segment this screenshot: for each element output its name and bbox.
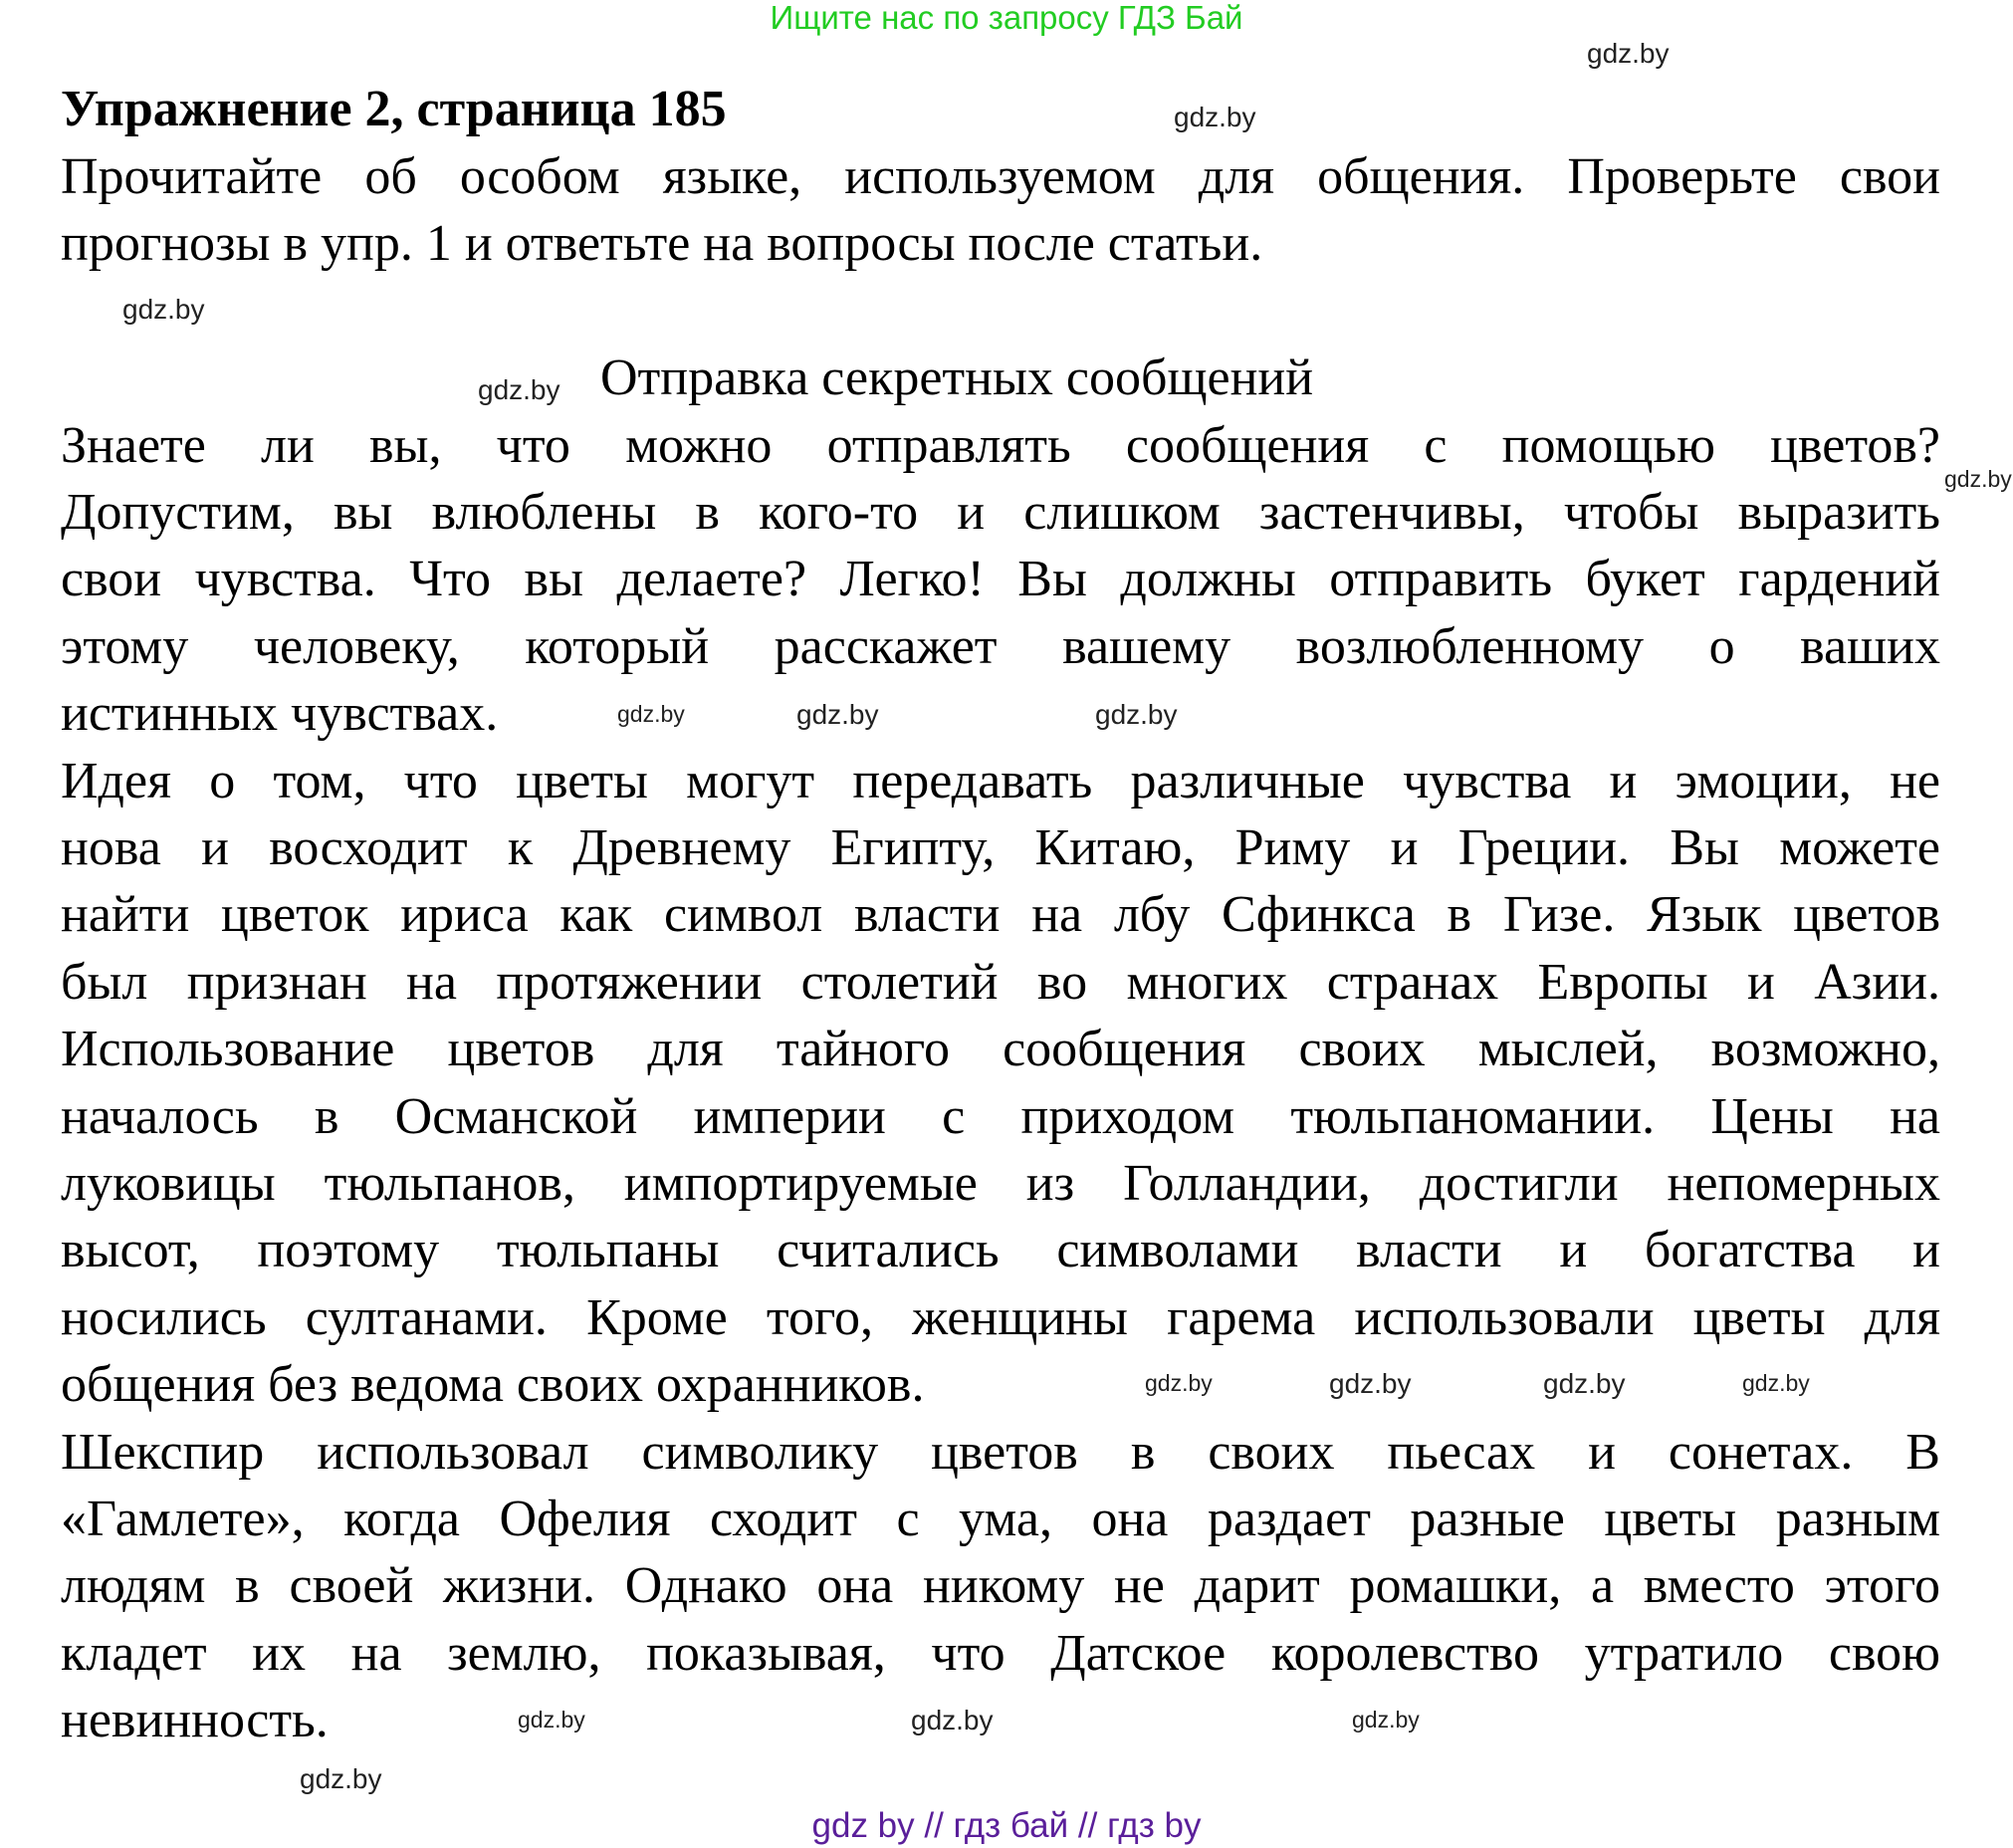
article-title: Отправка секретных сообщений xyxy=(600,349,1314,406)
watermark: gdz.by xyxy=(796,699,879,730)
watermark: gdz.by xyxy=(1742,1370,1810,1396)
paragraph-1-line: этому человеку, который расскажет вашему возлюбленному о ваших xyxy=(61,617,1940,675)
watermark: gdz.by xyxy=(1944,466,2012,492)
paragraph-3-line: Шекспир использовал символику цветов в своих пьесах и сонетах. В xyxy=(61,1423,1940,1481)
paragraph-3-line: «Гамлете», когда Офелия сходит с ума, она раздает разные цветы разным xyxy=(61,1490,1940,1547)
paragraph-1-line: Допустим, вы влюблены в кого-то и слишком застенчивы, чтобы выразить xyxy=(61,483,1940,541)
paragraph-1-line: Знаете ли вы, что можно отправлять сообщения с помощью цветов? xyxy=(61,416,1940,474)
watermark: gdz.by xyxy=(1174,102,1256,132)
paragraph-1-line: свои чувства. Что вы делаете? Легко! Вы должны отправить букет гардений xyxy=(61,551,1940,608)
search-banner: Ищите нас по запросу ГДЗ Бай xyxy=(770,0,1243,36)
footer-links: gdz by // гдз бай // гдз by xyxy=(811,1806,1202,1845)
watermark: gdz.by xyxy=(1543,1368,1626,1399)
watermark: gdz.by xyxy=(300,1763,382,1794)
paragraph-2-line: Использование цветов для тайного сообщения своих мыслей, возможно, xyxy=(61,1021,1940,1078)
paragraph-2-line: носились султанами. Кроме того, женщины гарема использовали цветы для xyxy=(61,1288,1940,1346)
paragraph-2-line: общения без ведома своих охранников. xyxy=(61,1356,925,1414)
paragraph-2-line: Идея о том, что цветы могут передавать различные чувства и эмоции, не xyxy=(61,752,1940,809)
paragraph-2-line: началось в Османской империи с приходом тюльпаномании. Цены на xyxy=(61,1087,1940,1145)
watermark: gdz.by xyxy=(1145,1370,1213,1396)
instruction-line: Прочитайте об особом языке, используемом для общения. Проверьте свои xyxy=(61,148,1940,205)
watermark: gdz.by xyxy=(617,701,685,727)
paragraph-3-line: кладет их на землю, показывая, что Датское королевство утратило свою xyxy=(61,1624,1940,1682)
watermark: gdz.by xyxy=(122,294,205,325)
paragraph-1-line: истинных чувствах. xyxy=(61,685,499,743)
exercise-title: Упражнение 2, страница 185 xyxy=(61,81,727,137)
paragraph-2-line: нова и восходит к Древнему Египту, Китаю, Риму и Греции. Вы можете xyxy=(61,818,1940,876)
watermark: gdz.by xyxy=(1587,38,1670,69)
watermark: gdz.by xyxy=(1095,699,1178,730)
watermark: gdz.by xyxy=(1352,1707,1420,1732)
watermark: gdz.by xyxy=(911,1705,994,1735)
watermark: gdz.by xyxy=(1329,1368,1412,1399)
watermark: gdz.by xyxy=(478,374,560,405)
paragraph-2-line: был признан на протяжении столетий во многих странах Европы и Азии. xyxy=(61,953,1940,1011)
paragraph-2-line: луковицы тюльпанов, импортируемые из Голландии, достигли непомерных xyxy=(61,1154,1940,1212)
paragraph-3-line: невинность. xyxy=(61,1692,329,1749)
paragraph-2-line: высот, поэтому тюльпаны считались символами власти и богатства и xyxy=(61,1222,1940,1279)
watermark: gdz.by xyxy=(518,1707,585,1732)
paragraph-2-line: найти цветок ириса как символ власти на лбу Сфинкса в Гизе. Язык цветов xyxy=(61,886,1940,944)
instruction-line: прогнозы в упр. 1 и ответьте на вопросы после статьи. xyxy=(61,215,1263,272)
paragraph-3-line: людям в своей жизни. Однако она никому не дарит ромашки, а вместо этого xyxy=(61,1557,1940,1615)
